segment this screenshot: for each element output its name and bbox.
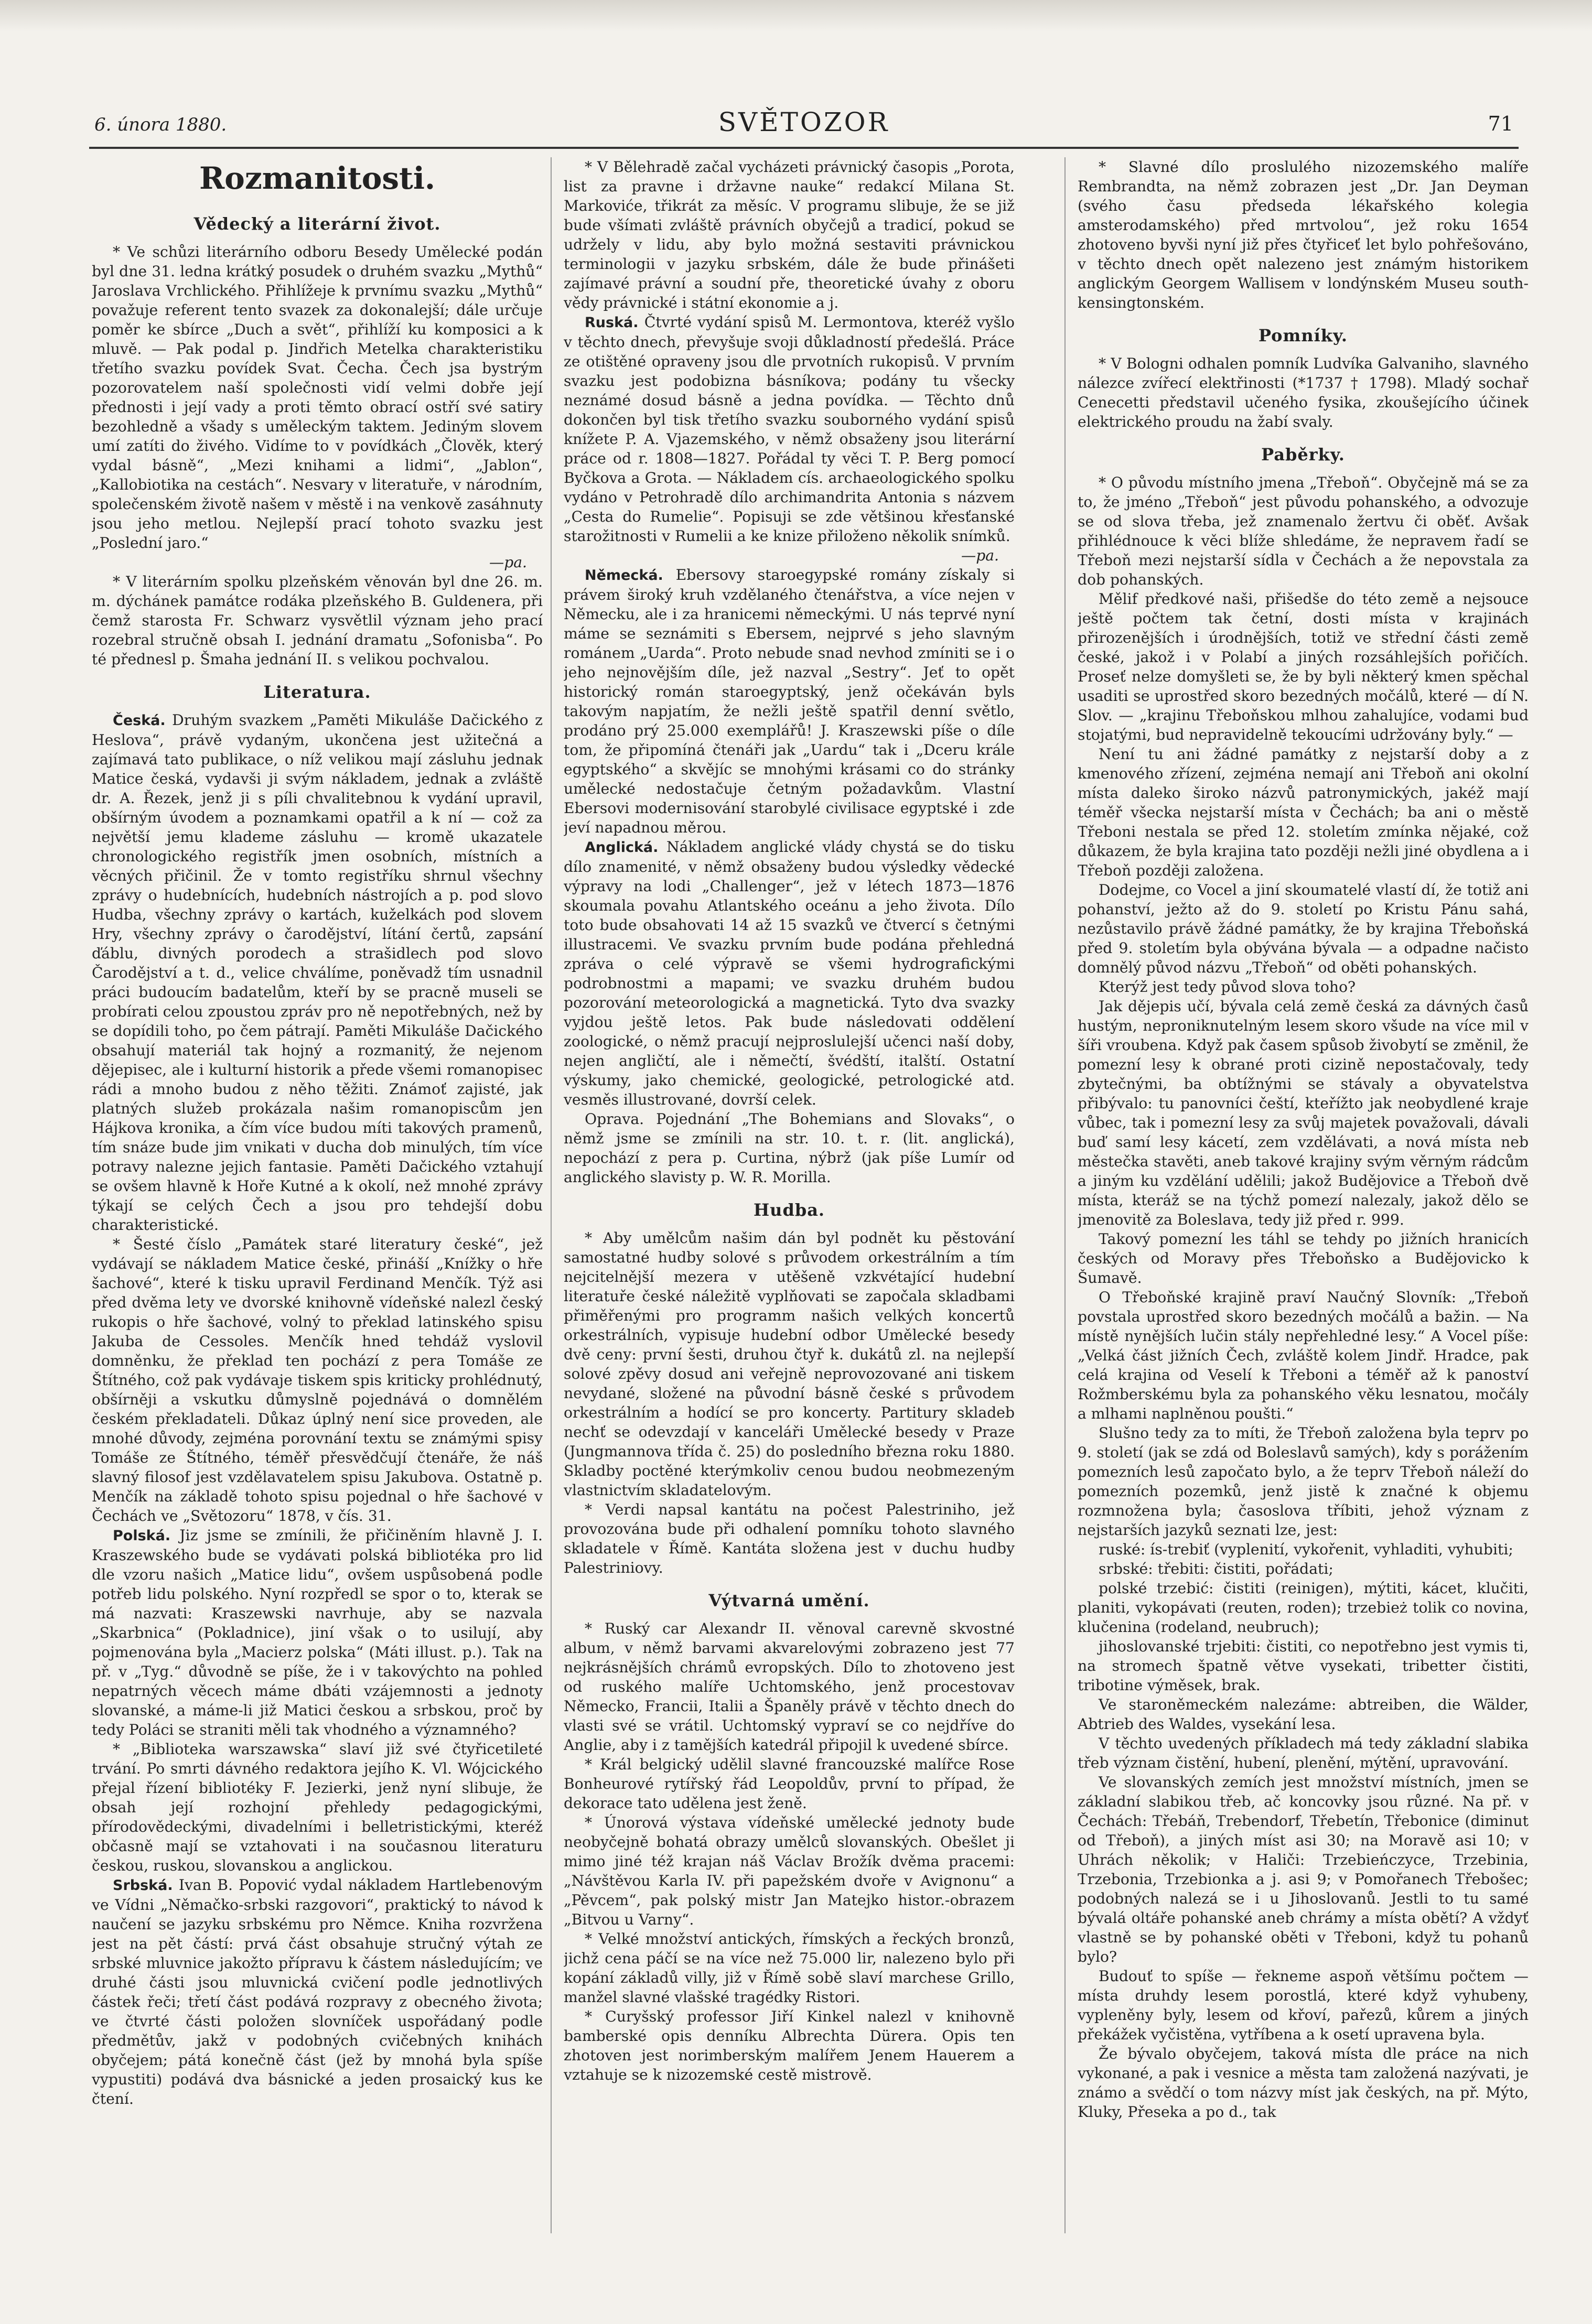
article-paragraph: Kterýž jest tedy původ slova toho? — [1099, 978, 1356, 996]
article-paragraph: srbské: třebiti: čistiti, pořádati; — [1099, 1560, 1333, 1577]
article-paragraph: Dodejme, co Vocel a jiní skoumatelé vlastí dí, že totiž ani pohanství, ježto až do 9. století po Kristu Pánu sahá, nezůstavilo právě žádné památky, že by krajina Třeboňská před 9. stoletím byla obývána bývala — a odpadne načisto domnělý původ názvu „Třeboň“ od oběti pohanských. — [1078, 881, 1529, 976]
subsection-title: Vědecký a literární život. — [193, 214, 441, 234]
article-paragraph: * V literárním spolku plzeňském věnován byl dne 26. m. m. dýchánek památce rodáka plzeňského B. Guldenera, při čemž starosta Fr. Schwarz vysvětlil význam jeho prací rozebral stručně obsah I. jednání dramatu „Sofonisba“. Po té přednesl p. Šmaha jednání II. s velikou pochvalou. — [92, 573, 543, 668]
lead-word: Ruská. — [585, 315, 639, 331]
article-paragraph: Budouť to spíše — řekneme aspoň většímu počtem — místa druhdy lesem porostlá, které když vyhubeny, vypleněny byly, lesem od křoví, pařezů, kůrem a jiných překážek vyčistěna, vytříbena a k osetí upravena byla. — [1078, 1968, 1529, 2043]
subsection-title: Pomníky. — [1258, 326, 1348, 345]
article-paragraph — [564, 565, 1015, 837]
article-paragraph: * Aby umělcům našim dán byl podnět ku pěstování samostatné hudby solové s průvodem orkestrálním a tím nejcitelnější mezera v utěšeně vzkvétající hudební literatuře české náležitě vyplňovati se započala skladbami přiměřenými pro programm našich velkých koncertů orkestrálních, vypisuje hudební odbor Umělecké besedy dvě ceny: první šesti, druhou čtyř k. dukátů zl. na nejlepší solové zpěvy dosud ani veřejně neprovozované ani tiskem nevydané, složené na původní básně české s průvodem orkestrálním a hodící se pro koncerty. Partitury skladeb nechť se odevzdají v kanceláři Umělecké besedy v Praze (Jungmannova třída č. 25) do posledního března roku 1880. Skladby poctěné kterýmkoliv cenou budou neobmezeným vlastnictvím skladatelovým. — [564, 1229, 1015, 1499]
article-paragraph: * Velké množství antických, římských a řeckých bronzů, jichž cena páčí se na více než 75.000 lir, nalezeno bylo při kopání základů villy, již v Římě sobě slaví marchese Grillo, manžel slavné vlašské tragédky Ristori. — [564, 1930, 1015, 2006]
article-paragraph: polské trzebić: čistiti (reinigen), mýtiti, kácet, klučiti, planiti, vykopávati (reuten, roden); trzebież tolik co novina, klučenina (rodeland, neubruch); — [1078, 1580, 1529, 1636]
article-paragraph — [564, 837, 1015, 1109]
article-paragraph: * Ruský car Alexandr II. věnoval carevně skvostné album, v němž barvami akvarelovými zobrazeno jest 77 nejkrásnějších chrámů evropských. Dílo to zhotoveno jest od ruského malíře Uchtomského, jenž procestovav Německo, Francii, Italii a Španěly právě v těchto dnech do vlasti své se vrátil. Uchtomský vypraví se co nejdříve do Anglie, aby i z tamějších katedrál připojil k uvedené sbírce. — [564, 1620, 1015, 1754]
article-paragraph: * Curyšský professor Jiří Kinkel nalezl v knihovně bamberské opis denníku Albrechta Dürera. Opis ten zhotoven jest norimberským malířem Jenem Hauerem a vztahuje se k nizozemské cestě mistrově. — [564, 2008, 1015, 2083]
journal-title: SVĚTOZOR — [718, 107, 890, 137]
article-paragraph: Takový pomezní les táhl se tehdy po jižních hranicích českých od Moravy přes Třeboňsko a Budějovicko k Šumavě. — [1078, 1230, 1529, 1287]
signature: —pa. — [489, 554, 527, 571]
paragraph-text: Čtvrté vydání spisů M. Lermontova, kteréž vyšlo v těchto dnech, převyšuje svoji důkladností předešlá. Práce ze otištěné opraveny jsou dle prvotních rukopisů. V prvním svazku jest podobizna básníkova; podány tu všecky neznámé dosud básně a jedna povídka. — Těchto dnů dokončen byl tisk třetího svazku souborného vydání spisů knížete P. A. Vjazemského, v němž obsaženy jsou literární práce od r. 1808—1827. Pořádal ty věci T. P. Berg pomocí Byčkova a Grota. — Nákladem cís. archaeologického spolku vydáno v Petrohradě dílo archimandrita Antonia s názvem „Cesta do Rumelie“. Popisuji se zde většinou křesťanské starožitnosti v Rumelii a ke knize přiloženo několik snímků. — [564, 314, 1015, 545]
article-paragraph: * Verdi napsal kantátu na počest Palestriniho, jež provozována bude při odhalení pomníku tohoto slavného skladatele v Římě. Kantáta složena jest v duchu hudby Palestriniovy. — [564, 1501, 1015, 1576]
article-paragraph: Že bývalo obyčejem, taková místa dle práce na nich vykonané, a pak i vesnice a města tam založená nazývati, je známo a svědčí o tom názvy míst jak českých, na př. Mýto, Kluky, Přeseka a po d., tak — [1078, 2045, 1529, 2121]
lead-word: Srbská. — [113, 1877, 173, 1894]
article-paragraph: jihoslovanské trjebiti: čistiti, co nepotřebno jest vymis ti, na stromech špatně větve vysekati, tribetter čistiti, tribotine výměsek, brak. — [1078, 1638, 1529, 1694]
article-paragraph: Slušno tedy za to míti, že Třeboň založena byla teprv po 9. století (jak se zdá od Boleslavů samých), kdy s porážením pomezních lesů započato bylo, a že teprv Třeboň náleží do pomezních pozemků, jenž jistě k značné k objemu rozmnožena byla; časoslova tříbiti, jehož význam z nejstarších jazyků seznati lze, jest: — [1078, 1424, 1529, 1539]
article-paragraph: Oprava. Pojednání „The Bohemians and Slovaks“, o němž jsme se zmínili na str. 10. t. r. (lit. anglická), nepochází z pera p. Curtina, nýbrž (jak píše Lumír od anglického slavisty p. W. R. Morilla. — [564, 1110, 1015, 1186]
column-divider — [1064, 157, 1066, 2233]
article-paragraph: Ve slovanských zemích jest množství místních, jmen se základní slabikou třeb, ač koncovky jsou různé. Na př. v Čechách: Třebáň, Trebendorf, Třebetín, Třebonice (diminut od Třeboň), a jiných míst asi 30; na Moravě asi 10; v Uhrách několik; v Haliči: Trzebieńczyce, Trzebinia, Trzebonia, Trzebionka a j. asi 9; v Pomořanech Třebošec; podobných nalezá se i u Jihoslovanů. Jestli to tu samé bývalá oltáře pohanské aneb chrámy a místa obětí? A vždyť vlastně se by pohanské oběti v Třeboni, když tu pohanů bylo? — [1078, 1774, 1529, 1965]
paragraph-text: Nákladem anglické vlády chystá se do tisku dílo znamenité, v němž obsaženy budou výsledky vědecké výpravy na lodi „Challenger“, jež v létech 1873—1876 skoumala povahu Atlantského oceánu a jeho života. Dílo toto bude obsahovati 14 až 15 svazků ve čtvercí s četnými illustracemi. Ve svazku prvním bude podána přehledná zpráva o celé výpravě se všemi hydrografickými podrobnostmi a mapami; ve svazku druhém budou pozorování meteorologická a magnetická. Tyto dva svazky vyjdou ještě letos. Pak bude následovati oddělení zoologické, o němž pracují nejproslulejší učenci naší doby, nejen angličtí, ale i němečtí, švédští, italští. Ostatní výskumy, jako chemické, geologické, petrologické atd. vesměs illustrované, dovrší celek. — [564, 838, 1015, 1108]
article-paragraph — [92, 1875, 543, 2109]
article-paragraph: Ve staroněmeckém nalezáme: abtreiben, die Wälder, Abtrieb des Waldes, vysekání lesa. — [1078, 1696, 1529, 1733]
page-number: 71 — [1488, 112, 1513, 135]
lead-word: Česká. — [113, 712, 166, 729]
paragraph-text: Druhým svazkem „Paměti Mikuláše Dačického z Heslova“, právě vydaným, ukončena jest užitečná a zajímavá tato publikace, o níž velikou mají zásluhu jednak Matice česká, vydavši ji svým nákladem, jednak a zvláště dr. A. Řezek, jenž ji s píli chvalitebnou k vydání upravil, obšírným úvodem a poznamkami opatřil a k ní — což za největší jemu klademe zásluhu — kromě ukazatele chronologického registřík jmen osobních, místních a věcných přičinil. Že v tomto registříku shrnul všechny zprávy o hudebnících, hudebních nástrojích a p. pod slovo Hudba, všechny zprávy o kartách, kuželkách pod slovem Hry, všechny zprávy o čarodějství, lítání čertů, zapsání ďáblu, divných porodech a strašidlech pod slovo Čarodějství a t. d., velice chválíme, poněvadž tím usnadnil práci budoucím badatelům, kteří by se pracně museli se probírati celou zpoustou zpráv pro ně nepotřebných, než by se dopídili toho, po čem pátrají. Paměti Mikuláše Dačického obsahují materiál tak hojný a rozmanitý, že nejenom dějepisec, ale i kulturní historik a přede všemi romanopisec rádi a mnoho budou z něho těžiti. Známoť zajisté, jak platných služeb prokázala našim romanopiscům jen Hájkova kronika, a čím více budou míti takových pramenů, tím snáze bude jim vnikati v ducha dob minulých, tím více potravy nalezne jejich fantasie. Paměti Dačického vztahují se ovšem hlavně k Hoře Kutné a k okolí, než mnohé zprávy týkají se celých Čech a jsou pro tehdejší dobu charakteristické. — [92, 711, 543, 1234]
article-paragraph: * V Bělehradě začal vycházeti právnický časopis „Porota, list za pravne i državne nauke“ redakcí Milana St. Markoviće, třikrát za měsíc. V programu slibuje, že se již bude všímati zvláště právních obyčejů a tradicí, pokud se udržely v lidu, aby bylo možná sestaviti právnickou terminologii v jazyku srbském, dále že bude přinášeti zajímavé právní a soudní pře, theoretické úvahy z oboru vědy právnické i státní ekonomie a j. — [564, 158, 1015, 311]
signature: —pa. — [961, 547, 999, 564]
article-paragraph: * Ve schůzi literárního odboru Besedy Umělecké podán byl dne 31. ledna krátký posudek o druhém svazku „Mythů“ Jaroslava Vrchlického. Přihlížeje k prvnímu svazku „Mythů“ považuje referent tento svazek za dokonalejší; dále určuje poměr ke sbírce „Duch a svět“, přihlíží ku komposici a k mluvě. — Pak podal p. Jindřich Metelka charakteristiku třetího svazku povídek Svat. Čecha. Čech jsa bystrým pozorovatelem naší společnosti vidí velmi dobře její přednosti i její vady a proti těmto obrací ostří své satiry bezohledně a všady s uměleckým taktem. Jediným slovem umí zatíti do živého. Vidíme to v povídkách „Člověk, který vydal básně“, „Mezi knihami a lidmi“, „Jablon“, „Kallobiotika na cestách“. Nesvary v literatuře, v národním, společenském životě našem v městě i na venkově zasáhnuty jsou jeho metlou. Nejlepší prací tohoto svazku jest „Poslední jaro.“ — [92, 243, 543, 552]
section-main-title: Rozmanitosti. — [199, 160, 436, 196]
article-paragraph: * Šesté číslo „Památek staré literatury české“, jež vydávají se nákladem Matice české, přináší „Knížky o hře šachové“, které k tisku upravil Ferdinand Menčík. Týž asi před dvěma lety ve dvorské knihovně vídeňské nalezl český rukopis o hře šachové, volný to překlad latinského spisu Jakuba de Cessoles. Menčík hned tehdáž vyslovil domněnku, že překlad ten pochází z pera Tomáše ze Štítného, což pak vydávaje tiskem spis kriticky prohlédnutý, obšírněji a vskutku důmyslně pojednává o domnělém českém překladateli. Důkaz úplný není sice proveden, ale mnohé důvody, zejména porovnání textu se známými spisy Tomáše ze Štítného, téměř přesvědčují čtenáře, že náš slavný filosof jest vzdělavatelem spisu Jakubova. Ostatně p. Menčík na základě tohoto spisu pojednal o hře šachové v Čechách ve „Světozoru“ 1878, v čís. 31. — [92, 1236, 543, 1525]
page-header — [89, 100, 1519, 149]
article-paragraph: Jak dějepis učí, bývala celá země česká za dávných časů hustým, neproniknutelným lesem skoro všude na více mil v šíři vroubena. Když pak časem spůsob živobytí se změnil, že pomezní lesy k obrané proti cizině nepostačovaly, tedy zbytečnými, ba obtížnými se stávaly a obyvatelstva přibývalo: tu panovníci čeští, kteřížto jak neobydlené kraje vůbec, tak i pomezní lesy za svůj majetek považovali, dávali buď samí lesy kácetí, zem vzdělávati, a nová místa neb městečka stavěti, aneb takové krajiny svým věrným rádcům a jiným ku vzdělání udělili; jakož Budějovice a Třeboň dvě místa, kteráž se na týchž pomezí nalezaly, jakož dělo se jmenovitě za Boleslava, tedy již před r. 999. — [1078, 998, 1529, 1228]
article-paragraph — [564, 312, 1015, 546]
subsection-title: Hudba. — [753, 1200, 825, 1220]
paragraph-text: Ivan B. Popović vydal nákladem Hartlebenovým ve Vídni „Němačko-srbski razgovori“, praktický to návod k naučení se jazyku srbskému pro Němce. Kniha rozvržena jest na pět částí: prvá část obsahuje stručný výtah ze srbské mluvnice jakožto přípravu k částem následujícím; ve druhé části jsou mluvnická cvičení podle jednotlivých částek řeči; třetí část podává rozpravy z obecného života; ve čtvrté části položen slovníček uspořádaný podle předmětův, jakž v podobných cvičebných knihách obyčejem; pátá konečně část (jež by mnohá byla spíše vypustiti) podává dva básnické a jeden prosaický kus ke čtení. — [92, 1876, 543, 2107]
article-paragraph: * Slavné dílo proslulého nizozemského malíře Rembrandta, na němž zobrazen jest „Dr. Jan Deyman (svého času předseda lékařského kolegia amsterodamského) před mrtvolou“, jež roku 1654 zhotoveno byvši nyní již přes čtyřiceť let bylo pohřešováno, v těchto dnech opět nalezeno jest známým historikem anglickým Georgem Wallisem v londýnském Museu south-kensingtonském. — [1078, 158, 1529, 311]
paragraph-text: Ebersovy staroegypské romány získaly si právem široký kruh vzdělaného čtenářstva, a více nejen v Německu, ale i za hranicemi německými. U nás teprvé nyní máme se seznámiti s Ebersem, nejprvé s jeho slavným románem „Uarda“. Proto nebude snad nevhod zmíniti se i o jeho nejnovějším díle, jež nazval „Sestry“. Jeť to opět historický román staroegyptský, jenž očekáván byls takovým napjatím, že nežli ještě spatřil denní světlo, prodáno prý 25.000 exemplářů! J. Kraszewski píše o díle tom, že připomíná čtenáři jak „Uardu“ tak i „Dceru krále egyptského“ a skvějíc se mnohými krásami co do stránky umělecké nedostačuje četným požadavkům. Vlastní Ebersovi modernisování starobylé civilisace egyptské i ​​ zde jeví napadnou měrou. — [564, 566, 1015, 836]
lead-word: Anglická. — [585, 839, 659, 856]
article-paragraph: O Třeboňské krajině praví Naučný Slovník: „Třeboň povstala uprostřed skoro bezedných močálů a bažin. — Na místě nynějších lučin stály nepřehledné lesy.“ A Vocel píše: „Velká část jižních Čech, zvláště kolem Jindř. Hradce, pak celá krajina od Veselí k Třeboni a téměř až k panoství Rožmberskému byla za pohanského věku lesnatou, močály a mlhami naplněnou poušti.“ — [1078, 1289, 1529, 1422]
article-paragraph: * Únorová výstava vídeňské umělecké jednoty bude neobyčejně bohatá obrazy umělců slovanských. Obešlet ji mimo jiné též krajan náš Václav Brožík dvěma pracemi: „Návštěvou Karla IV. při papežském dvoře v Avignonu“ a „Pěvcem“, pak polský mistr Jan Matejko histor.-obrazem „Bitvou u Varny“. — [564, 1814, 1015, 1928]
article-paragraph: * O původu místního jmena „Třeboň“. Obyčejně má se za to, že jméno „Třeboň“ jest původu pohanského, a odvozuje se od slova třeba, jež znamenalo žertvu či oběť. Avšak přihlédnouce k věci blíže shledáme, že nepravem řadí se Třeboň mezi nejstarší sídla v Čechách a že nepovstala za dob pohanských. — [1078, 474, 1529, 588]
article-paragraph: ruské: ís-trebiť (vyplenití, vykořenit, vyhladiti, vyhubiti; — [1099, 1541, 1513, 1558]
article-paragraph: Mělif předkové naši, přišedše do této země a nejsouce ještě počtem tak četní, dosti místa v krajinách přirozenějších i úrodnějších, totiž ve střední části země české, jakož i v Polabí a jiných rozsáhlejších pořičích. Proseť nelze domyšleti se, že by byli některý kmen spěchal usaditi se uprostřed skoro bezedných močálů, které — dí N. Slov. — „krajinu Třeboňskou mlhou zahalujíce, vodami bud stojatými, bud nepravidelně tekoucími udržovány byly.“ — — [1078, 590, 1529, 743]
subsection-title: Paběrky. — [1261, 445, 1345, 464]
article-paragraph — [92, 1526, 543, 1739]
lead-word: Polská. — [113, 1528, 171, 1544]
column-middle — [564, 157, 1015, 2254]
column-divider — [551, 157, 552, 2233]
article-paragraph: * „Biblioteka warszawska“ slaví již své čtyřicetileté trvání. Po smrti dávného redaktora jejího K. Vl. Wójcického přejal řízení bibliotéky F. Jezierki, jenž nyní slibuje, že obsah její rozhojní přehledy pedagogickými, přírodovědeckými, divadelními i belletristickými, kteréž občasně mají se vztahovati i na současnou literaturu českou, ruskou, slovanskou a anglickou. — [92, 1741, 543, 1874]
subsection-title: Literatura. — [263, 682, 371, 702]
article-paragraph: * Král belgický udělil slavné francouzské malířce Rose Bonheurové rytířský řád Leopoldův, první to případ, že dekorace tato udělena jest ženě. — [564, 1756, 1015, 1812]
subsection-title: Výtvarná umění. — [708, 1591, 870, 1610]
lead-word: Německá. — [585, 567, 663, 583]
article-paragraph: Není tu ani žádné památky z nejstarší doby a z kmenového zřízení, zejména nemají ani Třeboň ani okolní místa daleko široko názvů patronymických, jakéž mají téměř všecka nejstarší místa v Čechách; ba ani o městě Třeboni nestala se před 12. stoletím zmínka nějaké, což důkazem, že byla krajina tato později nežli jiné obydlena a i Třeboň později založena. — [1078, 745, 1529, 879]
article-paragraph: * V Bologni odhalen pomník Ludvíka Galvaniho, slavného nálezce zvířecí elektřinosti (*1737 † 1798). Mladý sochař Cenecetti představil učeného fysika, zkoušejícího účinek elektrického proudu na žabí svaly. — [1078, 355, 1529, 430]
article-paragraph: V těchto uvedených příkladech má tedy základní slabika třeb význam čistění, hubení, plenění, mýtění, upravování. — [1078, 1735, 1529, 1771]
issue-date: 6. února 1880. — [94, 114, 227, 135]
paragraph-text: Jiz jsme se zmínili, že přičiněním hlavně J. I. Kraszewského bude se vydávati polská bibliotéka pro lid dle vzoru našich „Matice lidu“, ovšem uspůsobená podle potřeb lidu polského. Nyní rozpředl se spor o to, kterak se má nazvati: Kraszewski navrhuje, aby se nazvala „Skarbnica“ (Pokladnice), jiní však o to usilují, aby pojmenována byla „Macierz polska“ (Máti illust. p.). Tak na př. v „Tyg.“ důvodně se píše, že i v takovýchto na pohled nepatrných věcech máme dbáti vzájemnosti a jednoty slovanské, a máme-li již Matici českou a srbskou, proč by tedy Poláci se straniti měli tak vhodného a významného? — [92, 1527, 543, 1738]
column-right — [1078, 157, 1529, 2254]
column-left — [92, 157, 543, 2254]
article-paragraph — [92, 710, 543, 1235]
